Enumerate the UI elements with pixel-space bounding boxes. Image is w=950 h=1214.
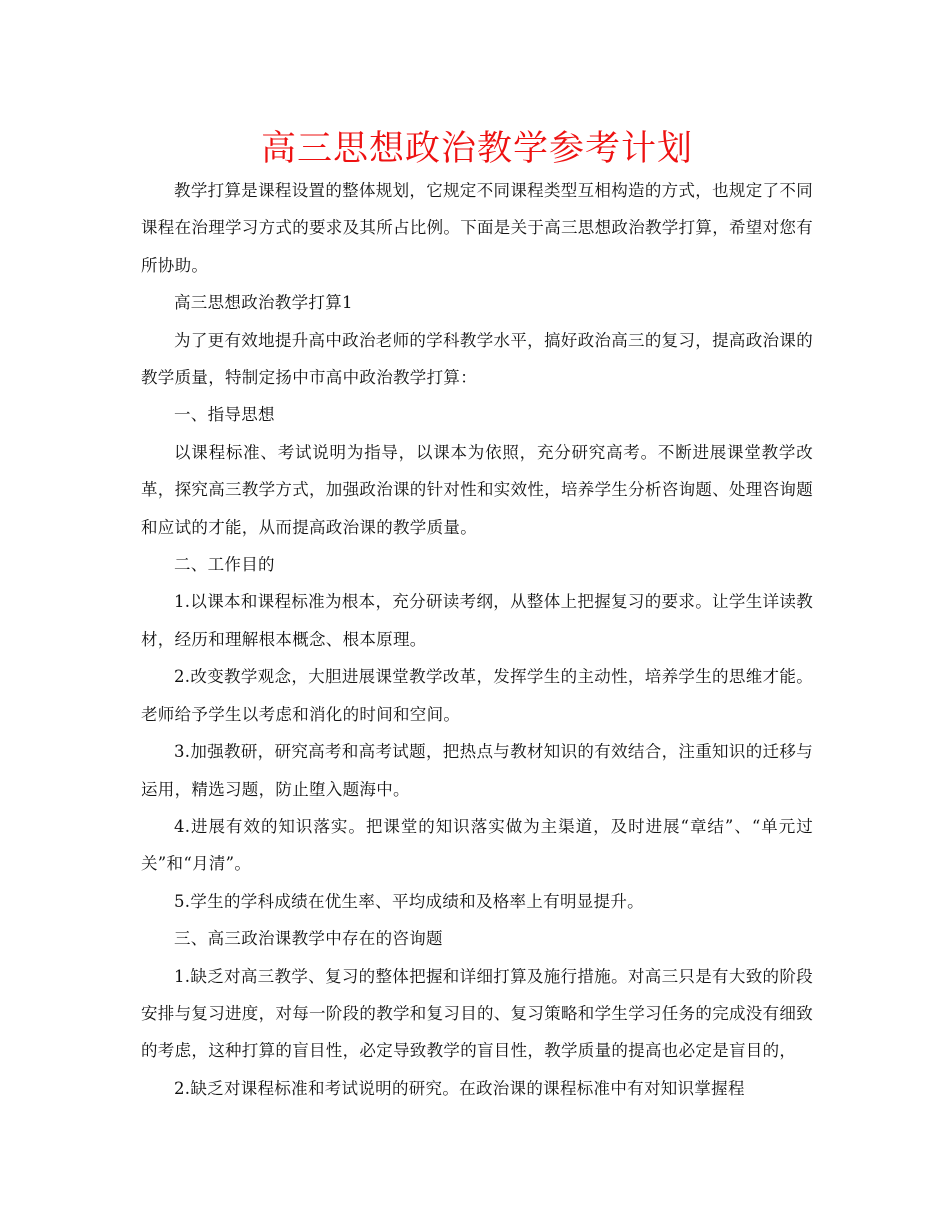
goal-item-3: 3.加强教研，研究高考和高考试题，把热点与教材知识的有效结合，注重知识的迁移与运用，精选习题，防止堕入题海中。 <box>141 742 813 799</box>
goal-item-5: 5.学生的学科成绩在优生率、平均成绩和及格率上有明显提升。 <box>174 891 644 911</box>
goal-item-2: 2.改变教学观念，大胆进展课堂教学改革，发挥学生的主动性，培养学生的思维才能。老师给予学生以考虑和消化的时间和空间。 <box>141 667 813 724</box>
plan-heading: 高三思想政治教学打算1 <box>174 293 353 313</box>
document-title: 高三思想政治教学参考计划 <box>260 129 693 169</box>
goal-item-1: 1.以课本和课程标准为根本，充分研读考纲，从整体上把握复习的要求。让学生详读教材，经历和理解根本概念、根本原理。 <box>141 592 813 649</box>
problem-item-2: 2.缺乏对课程标准和考试说明的研究。在政治课的课程标准中有对知识掌握程 <box>174 1078 745 1098</box>
purpose-paragraph: 为了更有效地提升高中政治老师的学科教学水平，搞好政治高三的复习，提高政治课的教学质量，特制定扬中市高中政治教学打算： <box>141 330 813 388</box>
problem-item-1: 1.缺乏对高三教学、复习的整体把握和详细打算及施行措施。对高三只是有大致的阶段安排与复习进度，对每一阶段的教学和复习目的、复习策略和学生学习任务的完成没有细致的考虑，这种打算的盲目性，必定导致教学的盲目性，教学质量的提高也必定是盲目的， <box>141 966 813 1061</box>
intro-paragraph: 教学打算是课程设置的整体规划，它规定不同课程类型互相构造的方式，也规定了不同课程在治理学习方式的要求及其所占比例。下面是关于高三思想政治教学打算，希望对您有所协助。 <box>141 181 813 275</box>
section-heading-problems: 三、高三政治课教学中存在的咨询题 <box>174 929 443 949</box>
section-heading-work-goals: 二、工作目的 <box>174 555 275 575</box>
goal-item-4: 4.进展有效的知识落实。把课堂的知识落实做为主渠道，及时进展“章结”、“单元过关”和“月清”。 <box>141 816 813 874</box>
document-page <box>141 126 813 1107</box>
guiding-thought-paragraph: 以课程标准、考试说明为指导，以课本为依照，充分研究高考。不断进展课堂教学改革，探究高三教学方式，加强政治课的针对性和实效性，培养学生分析咨询题、处理咨询题和应试的才能，从而提高政治课的教学质量。 <box>141 442 813 537</box>
section-heading-guiding-thought: 一、指导思想 <box>174 405 275 425</box>
